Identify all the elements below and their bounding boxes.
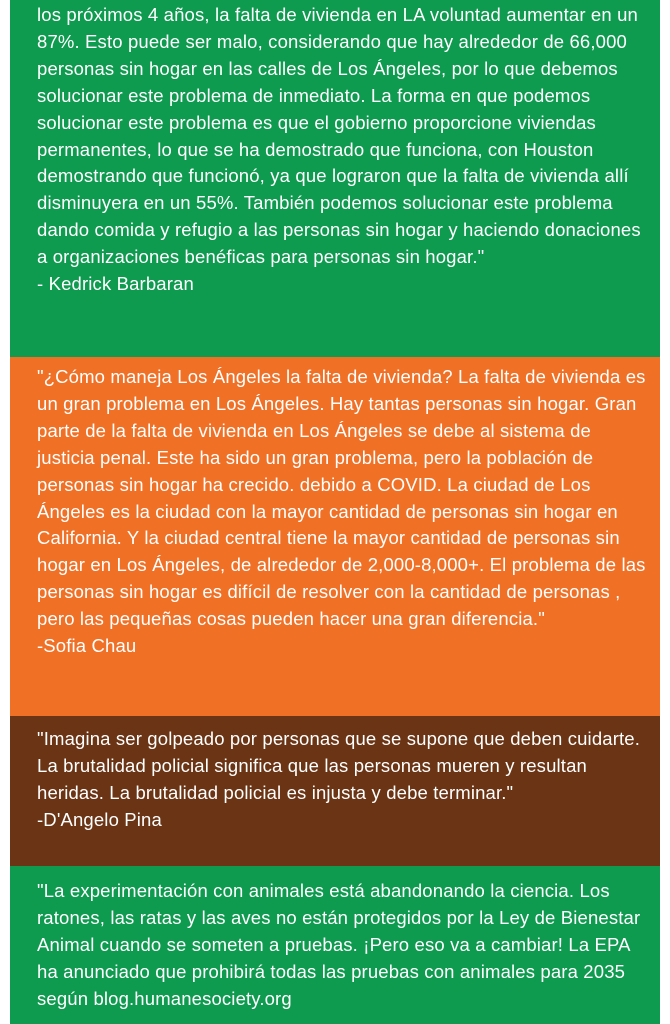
- quote-author: -Sofia Chau: [37, 635, 137, 657]
- quote-text: "La experimentación con animales está abandonando la ciencia. Los ratones, las ratas y las aves no están protegidos por la Ley de Bienestar Animal cuando se someten a pruebas. ¡Pero eso va a cambiar! La EPA ha anunciado que prohibirá todas las pruebas con animales para 2035 según blog.humanesociety.org: [37, 880, 641, 1009]
- quote-author: - Kedrick Barbaran: [37, 273, 194, 295]
- quote-block-dangelo: [10, 716, 660, 866]
- quote-block-sofia: [10, 357, 660, 716]
- quote-block-kedrick: [10, 0, 660, 357]
- quote-text: los próximos 4 años, la falta de vivienda en LA voluntad aumentar en un 87%. Esto puede ser malo, considerando que hay alrededor de 66,000 personas sin hogar en las calles de Los Ángeles, por lo que debemos solucionar este problema de inmediato. La forma en que podemos solucionar este problema es que el gobierno proporcione viviendas permanentes, lo que se ha demostrado que funciona, con Houston demostrando que funcionó, ya que lograron que la falta de vivienda allí disminuyera en un 55%. También podemos solucionar este problema dando comida y refugio a las personas sin hogar y haciendo donaciones a organizaciones benéficas para personas sin hogar.": [37, 4, 641, 268]
- quote-text: "Imagina ser golpeado por personas que se supone que deben cuidarte. La brutalidad policial significa que las personas mueren y resultan heridas. La brutalidad policial es injusta y debe terminar.": [37, 728, 641, 803]
- quote-block-animal-testing: [10, 866, 660, 1024]
- quote-text: "¿Cómo maneja Los Ángeles la falta de vivienda? La falta de vivienda es un gran problema en Los Ángeles. Hay tantas personas sin hogar. Gran parte de la falta de vivienda en Los Ángeles se debe al sistema de justicia penal. Este ha sido un gran problema, pero la población de personas sin hogar ha crecido. debido a COVID. La ciudad de Los Ángeles es la ciudad con la mayor cantidad de personas sin hogar en California. Y la ciudad central tiene la mayor cantidad de personas sin hogar en Los Ángeles, de alrededor de 2,000-8,000+. El problema de las personas sin hogar es difícil de resolver con la cantidad de personas , pero las pequeñas cosas pueden hacer una gran diferencia.": [37, 366, 646, 630]
- quote-author: -D'Angelo Pina: [37, 808, 162, 830]
